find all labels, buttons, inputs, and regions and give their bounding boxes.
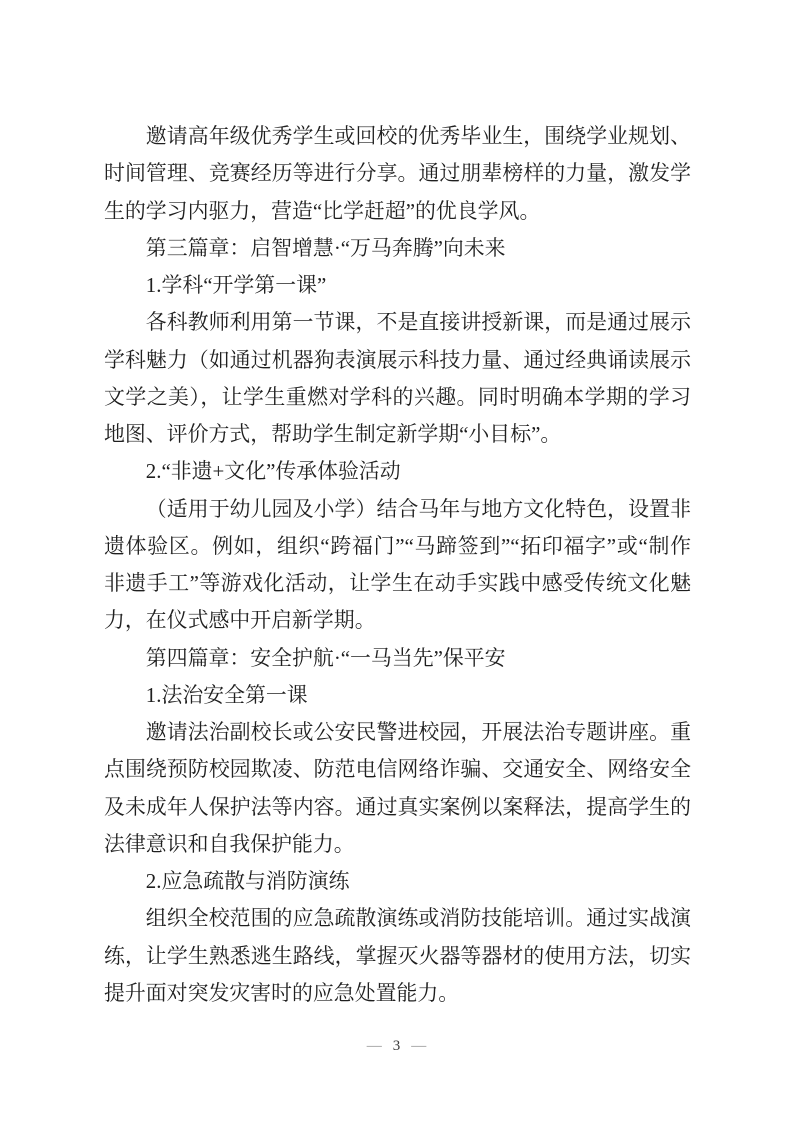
chapter-heading: 第三篇章：启智增慧·“万马奔腾”向未来 (145, 235, 506, 260)
body-paragraph: 各科教师利用第一节课，不是直接讲授新课，而是通过展示学科魅力（如通过机器狗表演展示科技力量、通过经典诵读展示文学之美），让学生重燃对学科的兴趣。同时明确本学期的学习地图、评价方式，帮助学生制定新学期“小目标”。 (104, 310, 691, 446)
chapter-heading: 第四篇章：安全护航·“一马当先”保平安 (145, 645, 506, 670)
page-number: 3 (392, 1038, 401, 1054)
numbered-item-heading: 2.“非遗+文化”传承体验活动 (145, 459, 401, 484)
numbered-item-heading: 1.法治安全第一课 (145, 682, 308, 707)
body-paragraph: （适用于幼儿园及小学）结合马年与地方文化特色，设置非遗体验区。例如，组织“跨福门”“马蹄签到”“拓印福字”或“制作非遗手工”等游戏化活动，让学生在动手实践中感受传统文化魅力，在仪式感中开启新学期。 (104, 496, 691, 633)
document-body (104, 118, 691, 1012)
numbered-item-heading: 2.应急疏散与消防演练 (145, 869, 350, 893)
body-paragraph: 邀请高年级优秀学生或回校的优秀毕业生，围绕学业规划、时间管理、竞赛经历等进行分享。通过朋辈榜样的力量，激发学生的学习内驱力，营造“比学赶超”的优良学风。 (104, 124, 691, 223)
body-paragraph: 组织全校范围的应急疏散演练或消防技能培训。通过实战演练，让学生熟悉逃生路线，掌握灭火器等器材的使用方法，切实提升面对突发灾害时的应急处置能力。 (104, 906, 691, 1005)
body-paragraph: 邀请法治副校长或公安民警进校园，开展法治专题讲座。重点围绕预防校园欺凌、防范电信网络诈骗、交通安全、网络安全及未成年人保护法等内容。通过真实案例以案释法，提高学生的法律意识和自我保护能力。 (104, 720, 691, 856)
footer-dash-left: — (366, 1038, 382, 1054)
footer-dash-right: — (411, 1038, 427, 1054)
page-footer (0, 1036, 793, 1056)
numbered-item-heading: 1.学科“开学第一课” (145, 273, 327, 297)
